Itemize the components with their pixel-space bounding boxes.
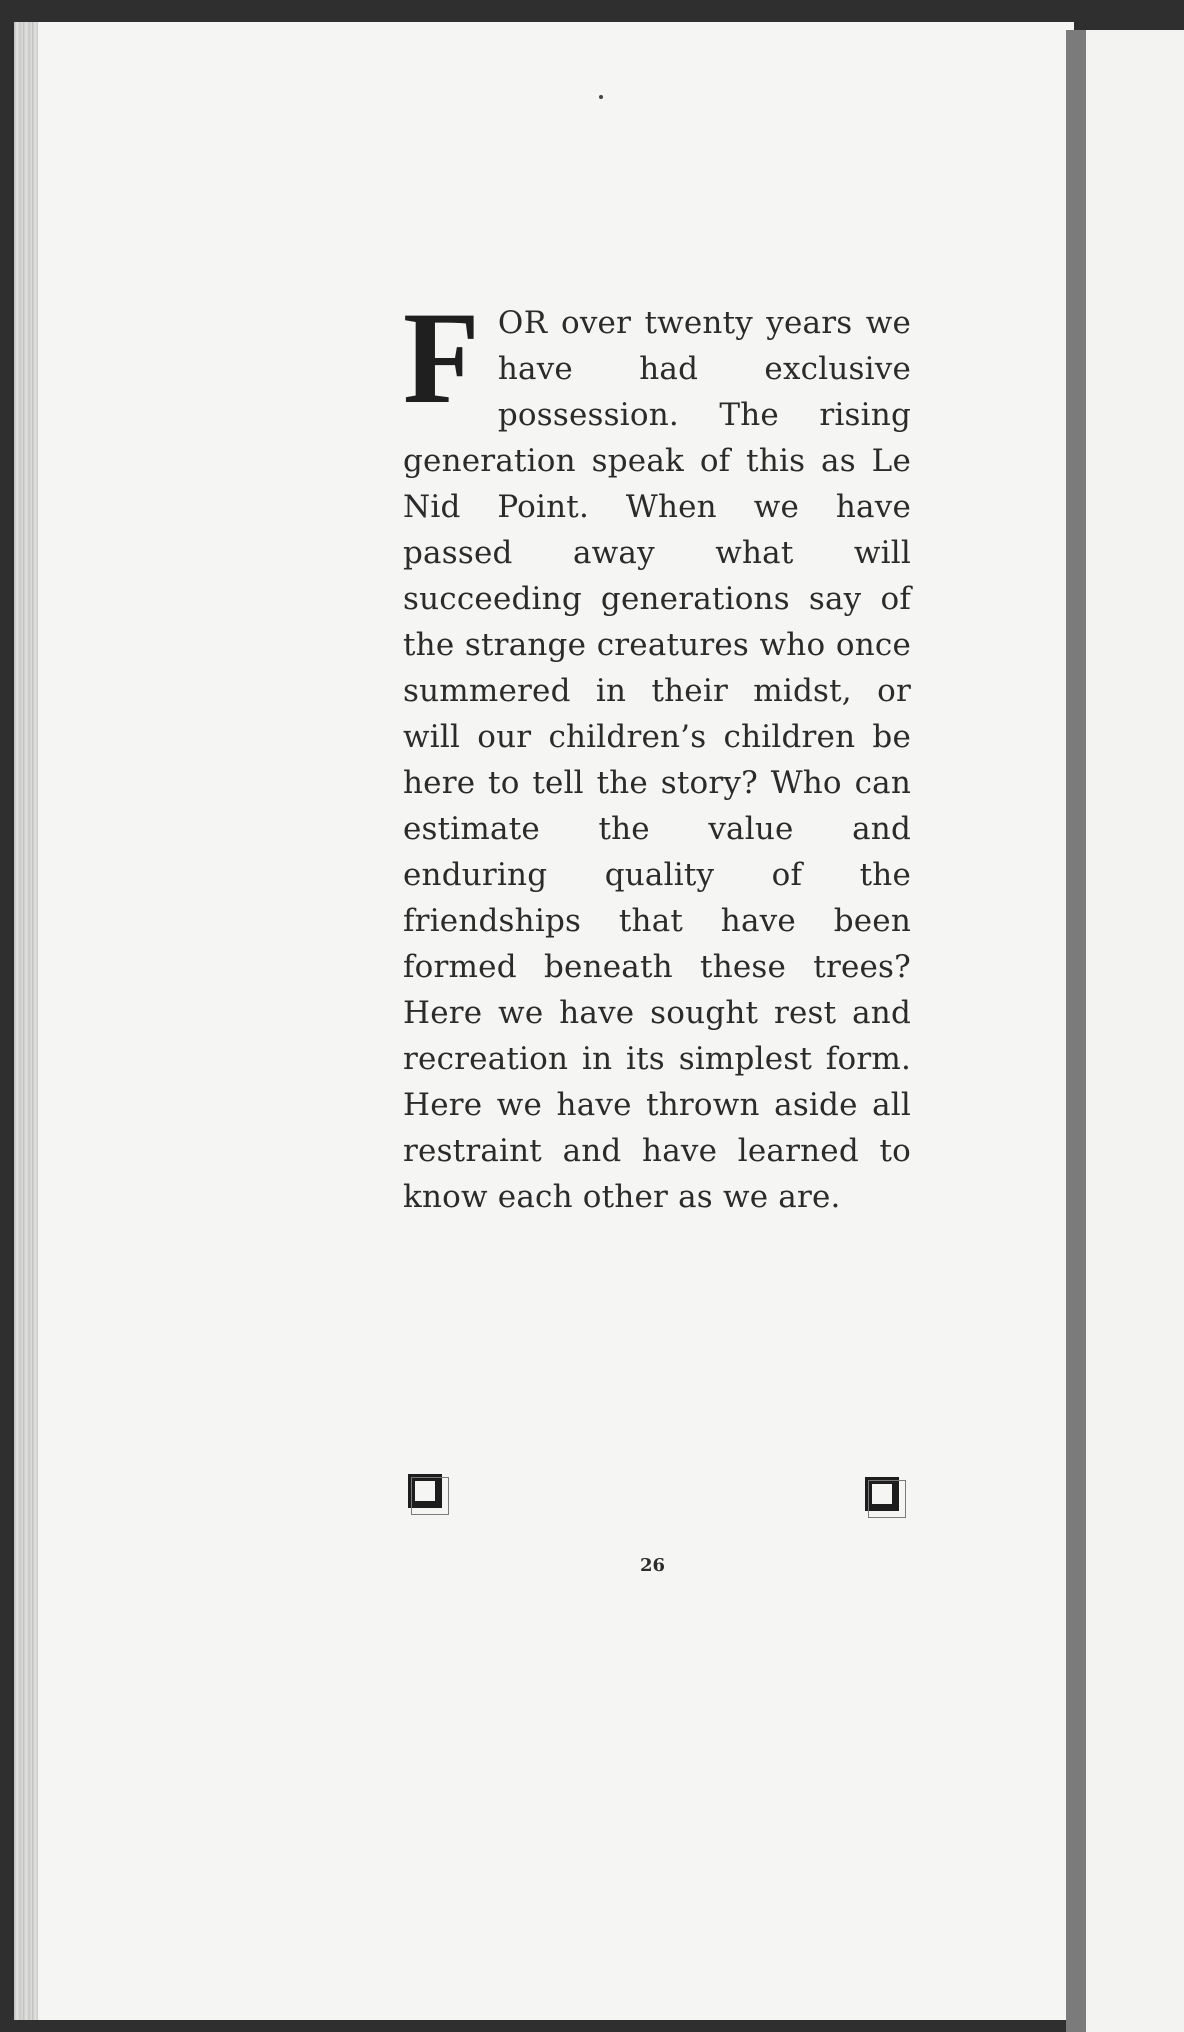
opening-caps: OR	[497, 305, 548, 341]
right-square-ornament	[865, 1477, 899, 1511]
page-number: 26	[640, 1555, 666, 1576]
drop-cap-letter: F	[403, 284, 480, 431]
paragraph-body: over twenty years we have had exclusive possession. The rising generation speak of this as Le Nid Point. When we have passed away what will succeeding generations say of the strange creatures who once summered in their midst, or will our children’s children be here to tell the story? Who can estimate the value and enduring quality of the friendships that have been formed beneath these trees? Here we have sought rest and recreation in its simplest form. Here we have thrown aside all restraint and have learned to know each other as we are.	[403, 305, 911, 1215]
dust-speck	[599, 95, 603, 99]
right-page-edge	[1066, 30, 1184, 2032]
main-paragraph	[403, 284, 911, 1220]
left-square-ornament	[408, 1474, 442, 1508]
